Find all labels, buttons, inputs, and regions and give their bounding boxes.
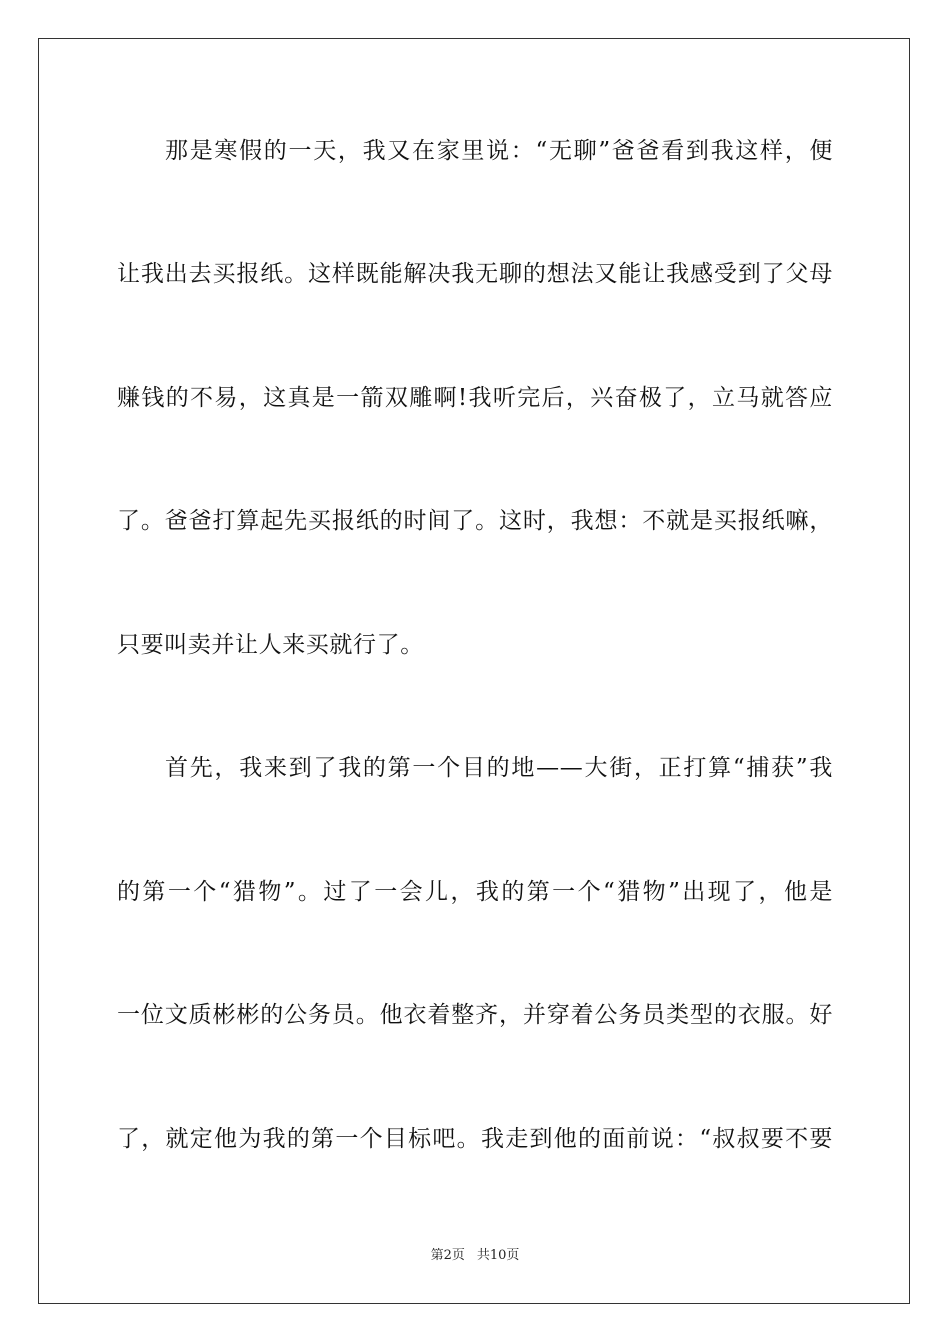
paragraph-line: 了。爸爸打算起先买报纸的时间了。这时，我想：不就是买报纸嘛， [117, 508, 833, 534]
paragraph-line: 一位文质彬彬的公务员。他衣着整齐，并穿着公务员类型的衣服。好 [117, 1002, 833, 1028]
paragraph-line: 只要叫卖并让人来买就行了。 [117, 632, 424, 658]
paragraph-line: 赚钱的不易，这真是一箭双雕啊!我听完后，兴奋极了，立马就答应 [117, 385, 833, 411]
paragraph-line: 的第一个“猎物”。过了一会儿，我的第一个“猎物”出现了，他是 [117, 879, 833, 905]
paragraph-line: 首先，我来到了我的第一个目的地——大街，正打算“捕获”我 [165, 755, 833, 781]
page-number: 第2页 [430, 1248, 465, 1263]
paragraph-line: 让我出去买报纸。这样既能解决我无聊的想法又能让我感受到了父母 [117, 261, 833, 287]
paragraph-line: 那是寒假的一天，我又在家里说：“无聊”爸爸看到我这样，便 [165, 138, 833, 164]
page-total: 共10页 [476, 1248, 520, 1263]
paragraph-line: 了，就定他为我的第一个目标吧。我走到他的面前说：“叔叔要不要 [117, 1126, 833, 1152]
page-frame [38, 38, 910, 1304]
page-footer [0, 1247, 950, 1265]
